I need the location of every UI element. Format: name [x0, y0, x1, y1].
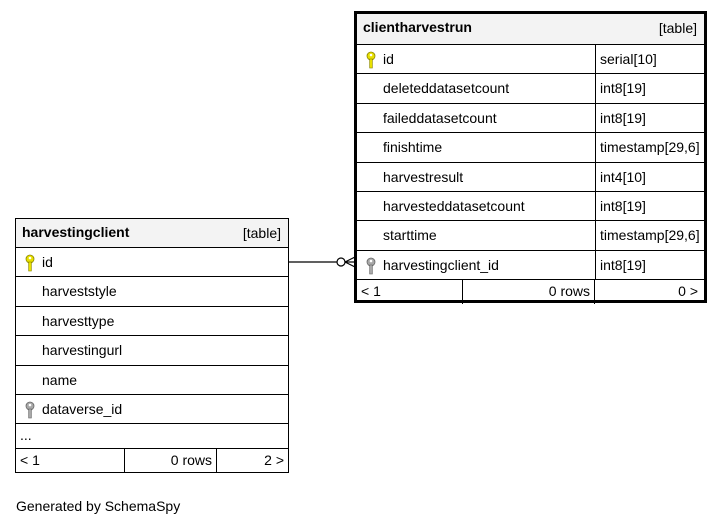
column-name: id: [42, 254, 53, 270]
table-footer: [16, 449, 288, 473]
parents-count[interactable]: < 1: [20, 452, 40, 469]
column-name: name: [42, 371, 78, 388]
clientharvestrun-table[interactable]: [354, 11, 707, 303]
parents-count[interactable]: < 1: [361, 283, 381, 300]
column-row-name[interactable]: [16, 366, 288, 395]
column-type: int8[19]: [600, 109, 646, 126]
more-columns-ellipsis: [16, 424, 288, 449]
foreign-key-icon: [365, 257, 377, 275]
column-row-harvestingclient-id[interactable]: [357, 251, 704, 280]
zero-optional-marker: [337, 258, 345, 266]
children-count[interactable]: 2 >: [264, 452, 284, 469]
column-name: id: [383, 51, 394, 67]
column-name: harvestingclient_id: [383, 256, 499, 273]
table-footer: [357, 280, 704, 304]
column-row-harveststyle[interactable]: [16, 277, 288, 306]
column-type: int8[19]: [600, 80, 646, 97]
column-row-faileddatasetcount[interactable]: [357, 104, 704, 133]
table-header: [357, 14, 704, 45]
table-name: clientharvestrun: [363, 19, 472, 35]
generated-by-caption: Generated by SchemaSpy: [16, 498, 181, 514]
foreign-key-icon: [24, 401, 36, 419]
column-row-id[interactable]: [16, 248, 288, 277]
column-row-harvestingurl[interactable]: [16, 336, 288, 365]
column-row-harvesttype[interactable]: [16, 307, 288, 336]
column-name: harvestresult: [383, 168, 464, 185]
column-row-finishtime[interactable]: [357, 133, 704, 162]
primary-key-icon: [365, 51, 377, 69]
column-row-dataverse-id[interactable]: [16, 395, 288, 424]
column-type: int8[19]: [600, 256, 646, 273]
column-row-id[interactable]: [357, 45, 704, 74]
row-count: 0 rows: [548, 283, 590, 300]
column-type: timestamp[29,6]: [600, 227, 700, 244]
column-name: finishtime: [383, 139, 443, 156]
column-name: harvesttype: [42, 312, 115, 329]
column-row-harvestresult[interactable]: [357, 163, 704, 192]
column-row-deleteddatasetcount[interactable]: [357, 74, 704, 103]
harvestingclient-table[interactable]: [15, 218, 289, 473]
row-count: 0 rows: [170, 452, 212, 469]
column-name: deleteddatasetcount: [383, 80, 510, 97]
column-type: timestamp[29,6]: [600, 139, 700, 156]
primary-key-icon: [24, 254, 36, 272]
table-type: [table]: [658, 20, 697, 36]
column-type: int4[10]: [600, 168, 646, 185]
table-header: [16, 219, 288, 248]
column-row-starttime[interactable]: [357, 221, 704, 250]
children-count[interactable]: 0 >: [678, 283, 698, 300]
column-name: harveststyle: [42, 283, 117, 300]
column-name: starttime: [383, 227, 437, 244]
table-name: harvestingclient: [22, 224, 130, 240]
column-name: harvesteddatasetcount: [383, 197, 525, 214]
column-name: dataverse_id: [42, 400, 123, 417]
column-name: faileddatasetcount: [383, 109, 497, 126]
column-type: serial[10]: [600, 51, 657, 67]
table-type: [table]: [242, 225, 281, 241]
column-type: int8[19]: [600, 197, 646, 214]
ellipsis-text: ...: [20, 427, 32, 444]
column-row-harvesteddatasetcount[interactable]: [357, 192, 704, 221]
column-name: harvestingurl: [42, 342, 123, 359]
